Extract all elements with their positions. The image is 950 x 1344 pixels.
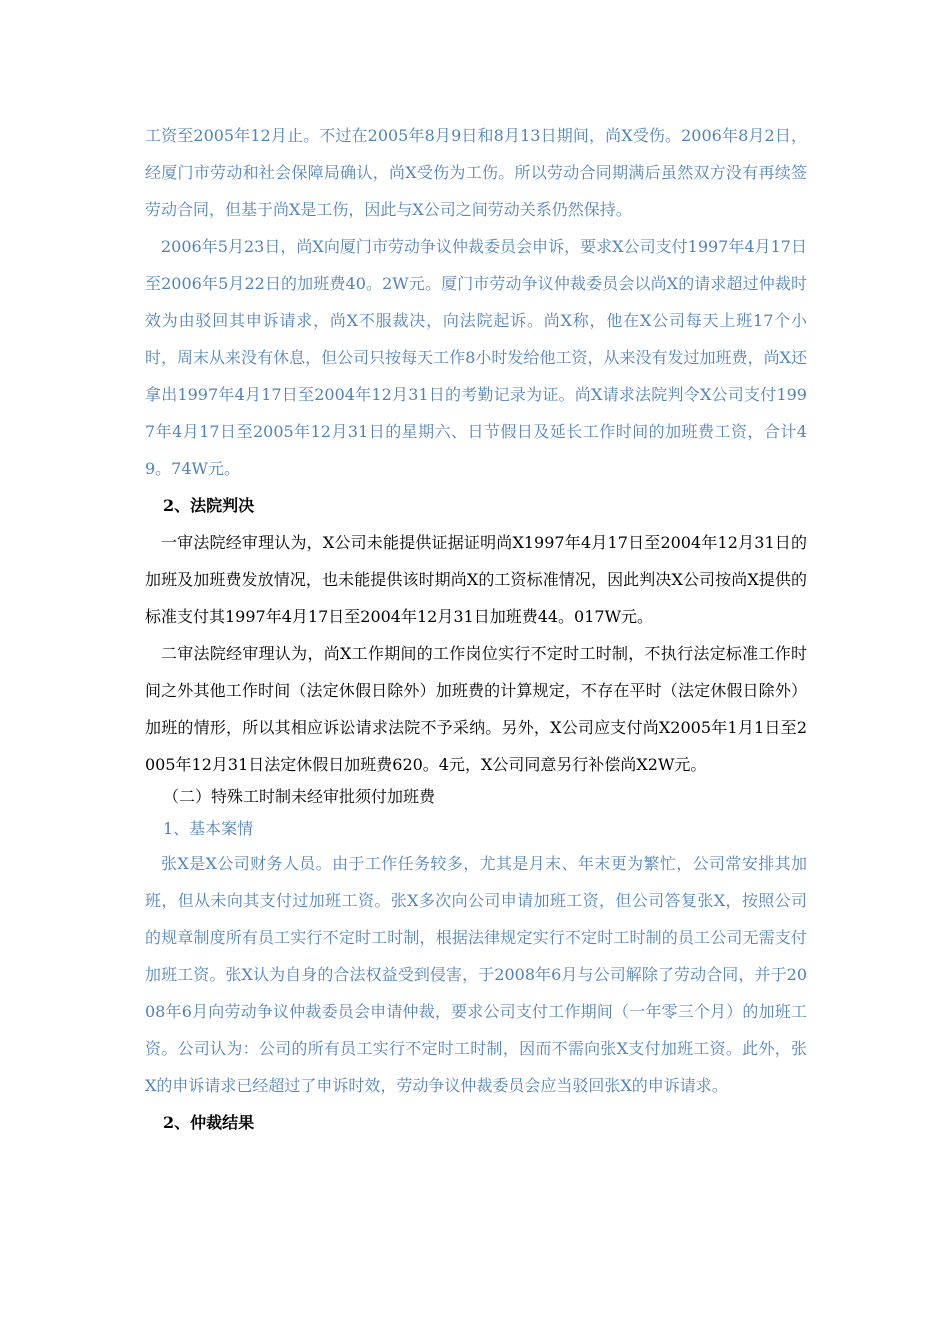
paragraph-appeal-claim: 2006年5月23日，尚X向厦门市劳动争议仲裁委员会申诉，要求X公司支付1997年4月17日至2006年5月22日的加班费40。2W元。厦门市劳动争议仲裁委员会以尚X的请求超过仲裁时效为由驳回其申诉请求，尚X不服裁决，向法院起诉。尚X称，他在X公司每天上班17个小时，周末从来没有休息，但公司只按每天工作8小时发给他工资，从来没有发过加班费，尚X还拿出1997年4月17日至2004年12月31日的考勤记录为证。尚X请求法院判令X公司支付1997年4月17日至2005年12月31日的星期六、日节假日及延长工作时间的加班费工资，合计49。74W元。: [145, 237, 807, 478]
document-body: [145, 117, 807, 1141]
paragraph-first-instance: 一审法院经审理认为，X公司未能提供证据证明尚X1997年4月17日至2004年12月31日的加班及加班费发放情况，也未能提供该时期尚X的工资标准情况，因此判决X公司按尚X提供的标准支付其1997年4月17日至2004年12月31日加班费44。017W元。: [145, 533, 807, 626]
section-title-special-working-hours: （二）特殊工时制未经审批须付加班费: [163, 787, 436, 806]
paragraph-second-instance: 二审法院经审理认为，尚X工作期间的工作岗位实行不定时工时制，不执行法定标准工作时间之外其他工作时间（法定休假日除外）加班费的计算规定，不存在平时（法定休假日除外）加班的情形，所以其相应诉讼请求法院不予采纳。另外，X公司应支付尚X2005年1月1日至2005年12月31日法定休假日加班费620。4元，X公司同意另行补偿尚X2W元。: [145, 644, 807, 774]
heading-court-judgment: 2、法院判决: [163, 496, 255, 515]
subsection-title-basic-case: 1、基本案情: [163, 819, 254, 838]
paragraph-zhang-case: 张X是X公司财务人员。由于工作任务较多，尤其是月末、年末更为繁忙，公司常安排其加班，但从未向其支付过加班工资。张X多次向公司申请加班工资，但公司答复张X，按照公司的规章制度所有员工实行不定时工时制，根据法律规定实行不定时工时制的员工公司无需支付加班工资。张X认为自身的合法权益受到侵害，于2008年6月与公司解除了劳动合同，并于2008年6月向劳动争议仲裁委员会申请仲裁，要求公司支付工作期间（一年零三个月）的加班工资。公司认为：公司的所有员工实行不定时工时制，因而不需向张X支付加班工资。此外，张X的申诉请求已经超过了申诉时效，劳动争议仲裁委员会应当驳回张X的申诉请求。: [145, 854, 807, 1095]
heading-arbitration-result: 2、仲裁结果: [163, 1113, 255, 1132]
paragraph-case-background-end: 工资至2005年12月止。不过在2005年8月9日和8月13日期间，尚X受伤。2006年8月2日，经厦门市劳动和社会保障局确认，尚X受伤为工伤。所以劳动合同期满后虽然双方没有再续签劳动合同，但基于尚X是工伤，因此与X公司之间劳动关系仍然保持。: [145, 126, 807, 219]
